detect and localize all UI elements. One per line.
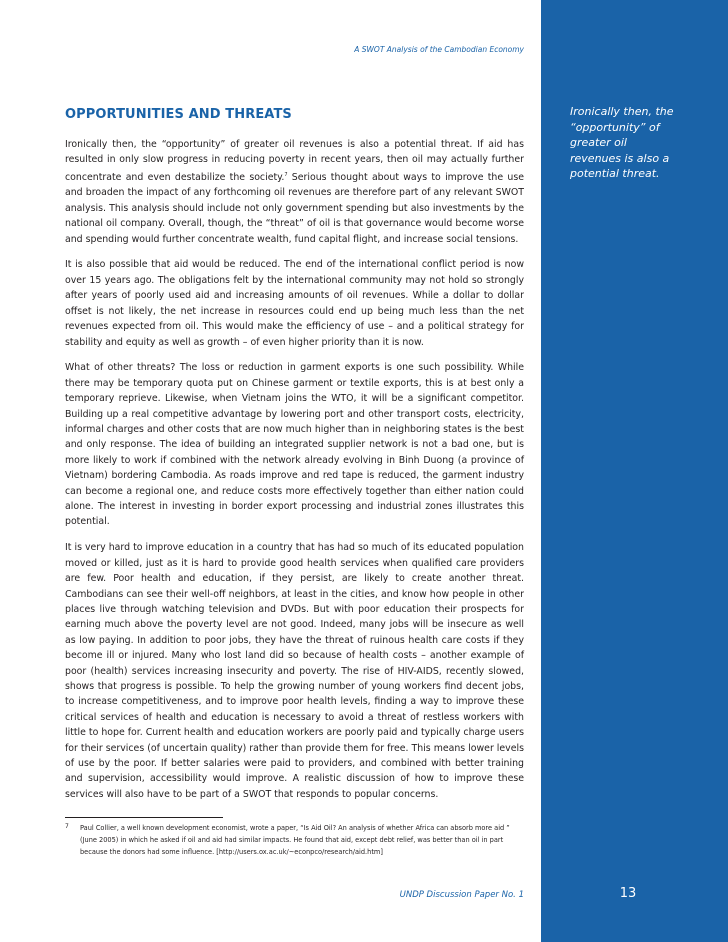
section-title: OPPORTUNITIES AND THREATS (65, 107, 292, 122)
paragraph-health-education: It is very hard to improve education in a country that has had so much of its educated population moved or killed, just as it is hard to provide good health services when qualified care providers are few. Poor health and education, if they persist, are likely to create another threat. Cambodians can see their well-off neighbors, at least in the cities, and know how people in other places live through watching television and DVDs. But with poor education their prospects for earning much above the poverty level are not good. Indeed, many jobs will be insecure as well as low paying. In addition to poor jobs, they have the threat of ruinous health care costs if they become ill or injured. Many who lost land did so because of health costs – another example of poor (health) services increasing insecurity and poverty. The rise of HIV-AIDS, recently slowed, shows that progress is possible. To help the growing number of young workers find decent jobs, to increase competitiveness, and to improve poor health levels, finding a way to improve these critical services of health and education is necessary to avoid a threat of restless workers with little to hope for. Current health and education workers are poorly paid and typically charge users for their services (of uncertain quality) rather than provide them for free. This means lower levels of use by the poor. If better salaries were paid to providers, and combined with better training and supervision, accessibility would improve. A realistic discussion of how to improve these services will also have to be part of a SWOT that responds to popular concerns. (65, 542, 524, 800)
page-number: 13 (619, 886, 637, 901)
footnote-text: Paul Collier, a well known development economist, wrote a paper, “Is Aid Oil? An analysis of whether Africa can absorb more aid ” (June 2005) in which he asked if oil and aid had similar impacts. He found that aid, except debt relief, was better than oil in part because the donors had some influence. [http://users.ox.ac.uk/~econpco/research/aid.htm] (80, 824, 510, 856)
paragraph-aid-reduction: It is also possible that aid would be reduced. The end of the international conflict period is now over 15 years ago. The obligations felt by the international community may not hold so strongly after years of poorly used aid and increasing amounts of oil revenues. While a dollar to dollar offset is not likely, the net increase in resources could end up being much less than the net revenues expected from oil. This would make the efficiency of use – and a political strategy for stability and equity as well as growth – of even higher priority than it is now. (65, 259, 524, 348)
running-header: A SWOT Analysis of the Cambodian Economy (354, 45, 524, 54)
paragraph-text: Serious thought about ways to improve the use and broaden the impact of any forthcoming oil revenues are therefore part of any relevant SWOT analysis. This analysis should include not only government spending but also investments by the national oil company. Overall, though, the “threat” of oil is that governance would become worse and spending would further concentrate wealth, fund capital flight, and increase social tensions. (65, 171, 524, 245)
footnote-reference[interactable]: 7 (284, 171, 288, 178)
paragraph-garment-exports: What of other threats? The loss or reduction in garment exports is one such possibility. While there may be temporary quota put on Chinese garment or textile exports, this is at best only a temporary reprieve. Likewise, when Vietnam joins the WTO, it will be a significant competitor. Building up a real competitive advantage by lowering port and other transport costs, electricity, informal charges and other costs that are now much higher than in neighboring states is the best and only response. The idea of building an integrated supplier network is not a bad one, but is more likely to work if combined with the network already evolving in Binh Duong (a province of Vietnam) bordering Cambodia. As roads improve and red tape is reduced, the garment industry can become a regional one, and reduce costs more effectively together than either nation could alone. The interest in investing in border export processing and industrial zones illustrates this potential. (65, 362, 524, 528)
body-text (65, 137, 524, 813)
footnote-divider (65, 817, 223, 818)
footer-label: UNDP Discussion Paper No. 1 (399, 890, 524, 900)
footnote (65, 823, 527, 858)
paragraph-opportunity-oil (65, 137, 524, 247)
pull-quote: Ironically then, the “opportunity” of greater oil revenues is also a potential threat. (570, 105, 674, 180)
paragraph-text: Ironically then, the “opportunity” of greater oil revenues is also a potential threat. If aid has resulted in only slow progress in reducing poverty in recent years, then oil may actually further concentrate and even destabilize the society. (65, 139, 524, 183)
footnote-number: 7 (65, 823, 69, 830)
